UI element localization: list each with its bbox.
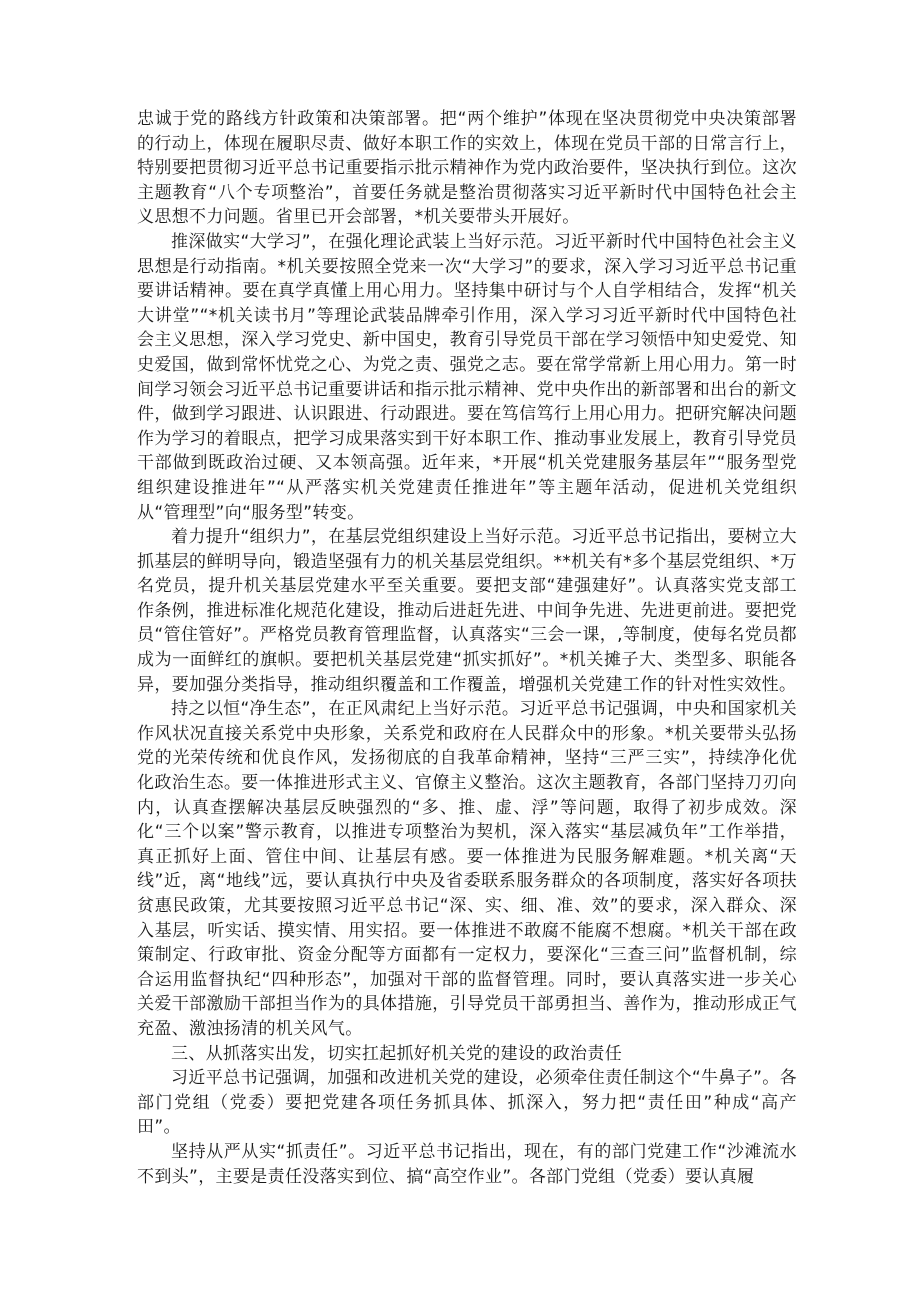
paragraph-6: 坚持从严从实“抓责任”。习近平总书记指出，现在，有的部门党建工作“沙滩流水不到头”，主要是责任没落实到位、搞“高空作业”。各部门党组（党委）要认真履 — [137, 1141, 797, 1187]
paragraph-4: 持之以恒“净生态”，在正风肃纪上当好示范。习近平总书记强调，中央和国家机关作风状况直接关系党中央形象，关系党和政府在人民群众中的形象。*机关要带头弘扬党的光荣传统和优良作风，发扬彻底的自我革命精神，坚持“三严三实”，持续净化优化政治生态。要一体推进形式主义、官僚主义整治。这次主题教育，各部门坚持刀刃向内，认真查摆解决基层反映强烈的“多、推、虚、浮”等问题，取得了初步成效。深化“三个以案”警示教育，以推进专项整治为契机，深入落实“基层减负年”工作举措，真正抓好上面、管住中间、让基层有感。要一体推进为民服务解难题。*机关离“天线”近，离“地线”远，要认真执行中央及省委联系服务群众的各项制度，落实好各项扶贫惠民政策，尤其要按照习近平总书记“深、实、细、准、效”的要求，深入群众、深入基层，听实话、摸实情、用实招。要一体推进不敢腐不能腐不想腐。*机关干部在政策制定、行政审批、资金分配等方面都有一定权力，要深化“三查三问”监督机制，综合运用监督执纪“四种形态”，加强对干部的监督管理。同时，要认真落实进一步关心关爱干部激励干部担当作为的具体措施，引导党员干部勇担当、善作为，推动形成正气充盈、激浊扬清的机关风气。 — [137, 699, 797, 1039]
paragraph-1: 忠诚于党的路线方针政策和决策部署。把“两个维护”体现在坚决贯彻党中央决策部署的行动上，体现在履职尽责、做好本职工作的实效上，体现在党员干部的日常言行上，特别要把贯彻习近平总书记重要指示批示精神作为党内政治要件，坚决执行到位。这次主题教育“八个专项整治”，首要任务就是整治贯彻落实习近平新时代中国特色社会主义思想不力问题。省里已开会部署，*机关要带头开展好。 — [137, 109, 797, 228]
document-body — [137, 107, 797, 1189]
paragraph-5: 习近平总书记强调，加强和改进机关党的建设，必须牵住责任制这个“牛鼻子”。各部门党组（党委）要把党建各项任务抓具体、抓深入，努力把“责任田”种成“高产田”。 — [137, 1068, 797, 1138]
paragraph-3: 着力提升“组织力”，在基层党组织建设上当好示范。习近平总书记指出，要树立大抓基层的鲜明导向，锻造坚强有力的机关基层党组织。**机关有*多个基层党组织、*万名党员，提升机关基层党建水平至关重要。要把支部“建强建好”。认真落实党支部工作条例，推进标准化规范化建设，推动后进赶先进、中间争先进、先进更前进。要把党员“管住管好”。严格党员教育管理监督，认真落实“三会一课，,等制度，使每名党员都成为一面鲜红的旗帜。要把机关基层党建“抓实抓好”。*机关摊子大、类型多、职能各异，要加强分类指导，推动组织覆盖和工作覆盖，增强机关党建工作的针对性实效性。 — [137, 527, 797, 695]
section-heading: 三、从抓落实出发，切实扛起抓好机关党的建设的政治责任 — [171, 1043, 623, 1064]
paragraph-2: 推深做实“大学习”，在强化理论武装上当好示范。习近平新时代中国特色社会主义思想是行动指南。*机关要按照全党来一次“大学习”的要求，深入学习习近平总书记重要讲话精神。要在真学真懂上用心用力。坚持集中研讨与个人自学相结合，发挥“机关大讲堂”“*机关读书月”等理论武装品牌牵引作用，深入学习习近平新时代中国特色社会主义思想，深入学习党史、新中国史，教育引导党员干部在学习领悟中知史爱党、知史爱国，做到常怀忧党之心、为党之责、强党之志。要在常学常新上用心用力。第一时间学习领会习近平总书记重要讲话和指示批示精神、党中央作出的新部署和出台的新文件，做到学习跟进、认识跟进、行动跟进。要在笃信笃行上用心用力。把研究解决问题作为学习的着眼点，把学习成果落实到干好本职工作、推动事业发展上，教育引导党员干部做到既政治过硬、又本领高强。近年来，*开展“机关党建服务基层年”“服务型党组织建设推进年”“从严落实机关党建责任推进年”等主题年活动，促进机关党组织从“管理型”向“服务型”转变。 — [137, 231, 797, 523]
